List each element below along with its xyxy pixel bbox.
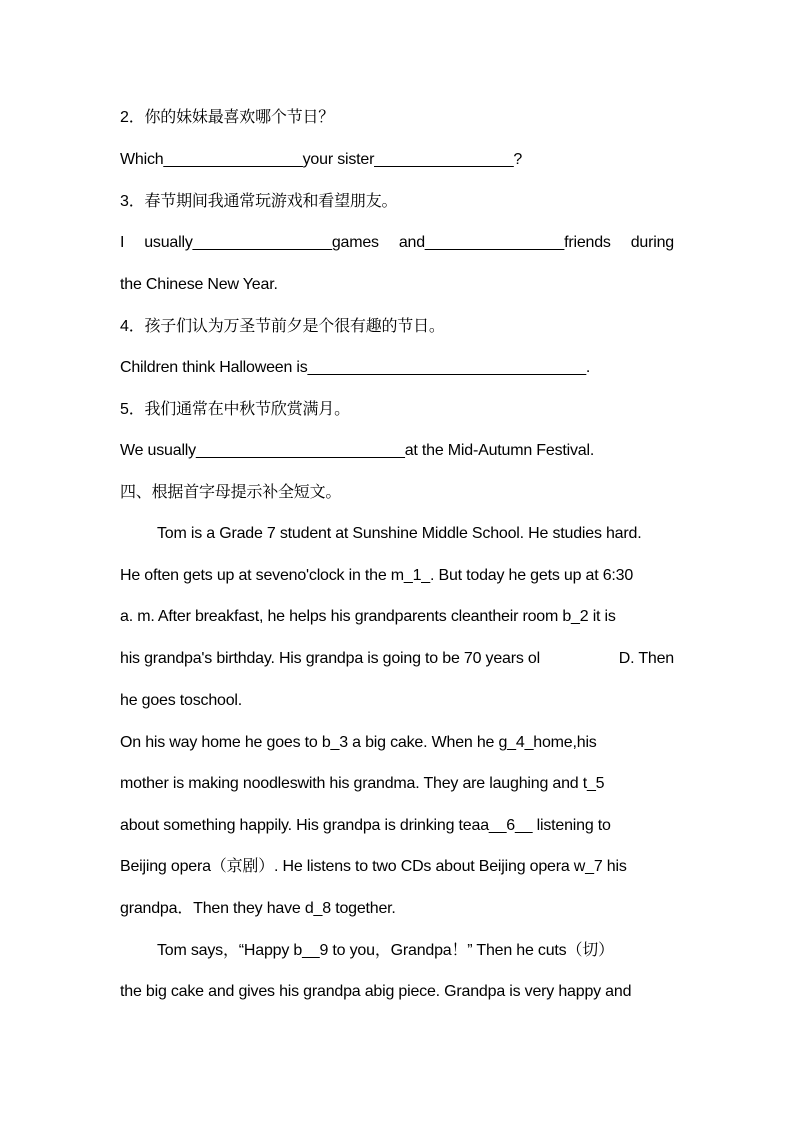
passage-line-part: his grandpa's birthday. His grandpa is going to be 70 years ol xyxy=(120,650,540,667)
passage-line: a. m. After breakfast, he helps his grandparents cleantheir room b_2 it is xyxy=(120,608,616,625)
passage-line xyxy=(120,649,674,669)
passage-line: grandpa．Then they have d_8 together. xyxy=(120,900,396,917)
question-3-english-continued: the Chinese New Year. xyxy=(120,276,278,293)
section-4-heading: 四、根据首字母提示补全短文。 xyxy=(120,484,342,501)
passage-line-part: D. Then xyxy=(618,650,674,667)
passage-line: Tom is a Grade 7 student at Sunshine Middle School. He studies hard. xyxy=(157,525,642,542)
q3-word: during xyxy=(630,234,674,251)
question-4-english: Children think Halloween is________________________________. xyxy=(120,359,591,376)
passage-line: about something happily. His grandpa is drinking teaa__6__ listening to xyxy=(120,817,611,834)
question-3-chinese: 3．春节期间我通常玩游戏和看望朋友。 xyxy=(120,193,398,210)
question-2-english: Which________________your sister________________? xyxy=(120,151,523,168)
question-3-english xyxy=(120,233,674,253)
passage-line: mother is making noodleswith his grandma. They are laughing and t_5 xyxy=(120,775,605,792)
q3-word: and________________friends xyxy=(398,234,611,251)
question-2-chinese: 2．你的妹妹最喜欢哪个节日？ xyxy=(120,109,335,126)
q3-word: I xyxy=(120,234,125,251)
question-5-english: We usually________________________at the Mid-Autumn Festival. xyxy=(120,442,595,459)
passage-line: Tom says，“Happy b__9 to you，Grandpa！” Then he cuts（切） xyxy=(157,942,614,959)
passage-line: On his way home he goes to b_3 a big cake. When he g_4_home,his xyxy=(120,734,597,751)
question-5-chinese: 5．我们通常在中秋节欣赏满月。 xyxy=(120,401,350,418)
passage-line: He often gets up at seveno'clock in the m_1_. But today he gets up at 6:30 xyxy=(120,567,634,584)
passage-line: the big cake and gives his grandpa abig piece. Grandpa is very happy and xyxy=(120,983,632,1000)
q3-word: usually________________games xyxy=(144,234,379,251)
passage-line: he goes toschool. xyxy=(120,692,243,709)
question-4-chinese: 4．孩子们认为万圣节前夕是个很有趣的节日。 xyxy=(120,318,445,335)
passage-line: Beijing opera（京剧）. He listens to two CDs about Beijing opera w_7 his xyxy=(120,858,627,875)
